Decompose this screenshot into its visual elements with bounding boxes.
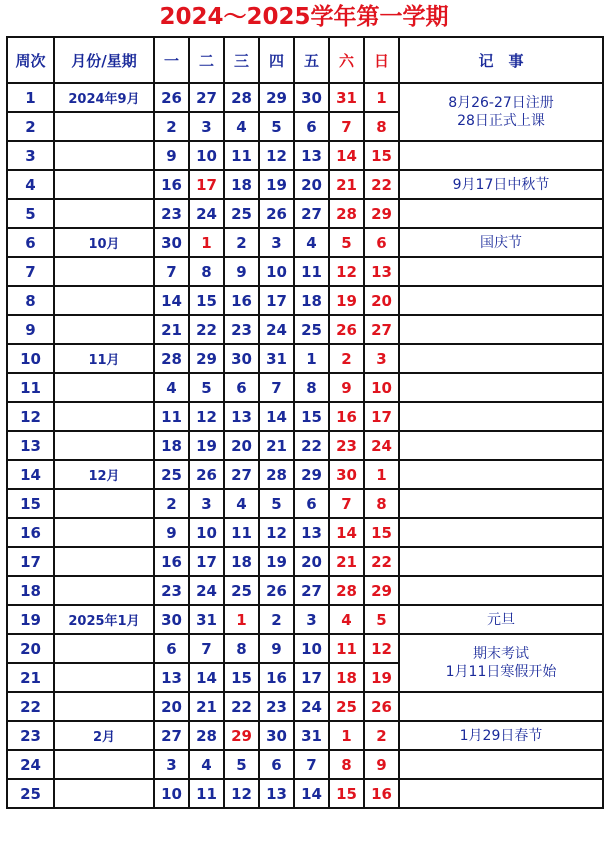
week-number: 23 — [7, 721, 54, 750]
week-number: 11 — [7, 373, 54, 402]
day-cell-mon: 21 — [154, 315, 189, 344]
note-cell — [399, 634, 603, 692]
day-cell-tue: 27 — [189, 83, 224, 112]
month-label — [54, 576, 154, 605]
day-cell-sat: 5 — [329, 228, 364, 257]
day-cell-thu: 6 — [259, 750, 294, 779]
day-cell-tue: 15 — [189, 286, 224, 315]
month-label — [54, 547, 154, 576]
day-cell-tue: 24 — [189, 576, 224, 605]
day-cell-fri: 29 — [294, 460, 329, 489]
day-cell-sun: 17 — [364, 402, 399, 431]
day-cell-thu: 13 — [259, 779, 294, 808]
note-line: 期末考试 — [473, 646, 529, 662]
note-cell — [399, 518, 603, 547]
day-cell-fri: 25 — [294, 315, 329, 344]
day-cell-thu: 26 — [259, 199, 294, 228]
day-cell-tue: 29 — [189, 344, 224, 373]
day-cell-tue: 22 — [189, 315, 224, 344]
day-cell-fri: 24 — [294, 692, 329, 721]
day-cell-fri: 10 — [294, 634, 329, 663]
day-cell-tue: 10 — [189, 518, 224, 547]
week-number: 4 — [7, 170, 54, 199]
day-cell-thu: 31 — [259, 344, 294, 373]
day-cell-mon: 20 — [154, 692, 189, 721]
week-number: 17 — [7, 547, 54, 576]
day-cell-sun: 1 — [364, 83, 399, 112]
day-cell-fri: 7 — [294, 750, 329, 779]
header-day-mon: 一 — [154, 37, 189, 83]
day-cell-sat: 21 — [329, 170, 364, 199]
note-cell — [399, 344, 603, 373]
day-cell-thu: 12 — [259, 518, 294, 547]
header-month: 月份/星期 — [54, 37, 154, 83]
day-cell-wed: 4 — [224, 112, 259, 141]
month-label — [54, 779, 154, 808]
note-line: 28日正式上课 — [457, 113, 545, 129]
day-cell-wed: 25 — [224, 199, 259, 228]
note-line: 1月11日寒假开始 — [445, 664, 557, 680]
month-label — [54, 431, 154, 460]
note-cell — [399, 141, 603, 170]
day-cell-wed: 8 — [224, 634, 259, 663]
day-cell-sun: 22 — [364, 170, 399, 199]
header-day-thu: 四 — [259, 37, 294, 83]
week-number: 19 — [7, 605, 54, 634]
month-label — [54, 373, 154, 402]
month-label: 2月 — [54, 721, 154, 750]
month-label — [54, 489, 154, 518]
day-cell-mon: 14 — [154, 286, 189, 315]
table-row — [7, 431, 603, 460]
day-cell-fri: 20 — [294, 547, 329, 576]
day-cell-sat: 9 — [329, 373, 364, 402]
header-week: 周次 — [7, 37, 54, 83]
day-cell-thu: 24 — [259, 315, 294, 344]
day-cell-mon: 13 — [154, 663, 189, 692]
day-cell-mon: 7 — [154, 257, 189, 286]
day-cell-wed: 1 — [224, 605, 259, 634]
table-row — [7, 634, 603, 663]
day-cell-tue: 12 — [189, 402, 224, 431]
table-row — [7, 373, 603, 402]
note-line: 元旦 — [487, 611, 515, 628]
day-cell-fri: 27 — [294, 576, 329, 605]
day-cell-wed: 27 — [224, 460, 259, 489]
day-cell-wed: 28 — [224, 83, 259, 112]
day-cell-sun: 27 — [364, 315, 399, 344]
day-cell-mon: 10 — [154, 779, 189, 808]
day-cell-fri: 27 — [294, 199, 329, 228]
day-cell-thu: 9 — [259, 634, 294, 663]
table-row — [7, 489, 603, 518]
table-row — [7, 692, 603, 721]
day-cell-tue: 3 — [189, 112, 224, 141]
day-cell-thu: 7 — [259, 373, 294, 402]
day-cell-wed: 16 — [224, 286, 259, 315]
week-number: 12 — [7, 402, 54, 431]
month-label: 11月 — [54, 344, 154, 373]
month-label — [54, 286, 154, 315]
day-cell-fri: 22 — [294, 431, 329, 460]
day-cell-thu: 14 — [259, 402, 294, 431]
header-day-sat: 六 — [329, 37, 364, 83]
page-title: 2024～2025学年第一学期 — [159, 4, 449, 30]
note-line: 1月29日春节 — [459, 727, 543, 744]
day-cell-wed: 4 — [224, 489, 259, 518]
day-cell-wed: 12 — [224, 779, 259, 808]
day-cell-tue: 3 — [189, 489, 224, 518]
day-cell-fri: 13 — [294, 518, 329, 547]
table-row — [7, 170, 603, 199]
day-cell-thu: 26 — [259, 576, 294, 605]
table-row — [7, 83, 603, 112]
day-cell-fri: 15 — [294, 402, 329, 431]
day-cell-sat: 11 — [329, 634, 364, 663]
day-cell-sat: 8 — [329, 750, 364, 779]
day-cell-sun: 13 — [364, 257, 399, 286]
day-cell-wed: 22 — [224, 692, 259, 721]
day-cell-sat: 1 — [329, 721, 364, 750]
day-cell-tue: 28 — [189, 721, 224, 750]
day-cell-sat: 4 — [329, 605, 364, 634]
month-label — [54, 112, 154, 141]
note-cell — [399, 721, 603, 750]
day-cell-fri: 31 — [294, 721, 329, 750]
day-cell-wed: 9 — [224, 257, 259, 286]
note-cell — [399, 779, 603, 808]
day-cell-thu: 28 — [259, 460, 294, 489]
note-cell — [399, 315, 603, 344]
day-cell-wed: 2 — [224, 228, 259, 257]
day-cell-wed: 25 — [224, 576, 259, 605]
note-cell — [399, 373, 603, 402]
table-row — [7, 750, 603, 779]
day-cell-wed: 11 — [224, 141, 259, 170]
month-label — [54, 634, 154, 663]
week-number: 1 — [7, 83, 54, 112]
month-label: 2025年1月 — [54, 605, 154, 634]
day-cell-wed: 6 — [224, 373, 259, 402]
day-cell-sun: 26 — [364, 692, 399, 721]
month-label — [54, 199, 154, 228]
table-row — [7, 286, 603, 315]
day-cell-sat: 12 — [329, 257, 364, 286]
day-cell-sun: 19 — [364, 663, 399, 692]
table-row — [7, 460, 603, 489]
table-row — [7, 721, 603, 750]
table-row — [7, 141, 603, 170]
day-cell-mon: 23 — [154, 199, 189, 228]
day-cell-fri: 6 — [294, 489, 329, 518]
day-cell-sun: 15 — [364, 141, 399, 170]
day-cell-wed: 5 — [224, 750, 259, 779]
note-cell — [399, 257, 603, 286]
month-label — [54, 141, 154, 170]
day-cell-sat: 30 — [329, 460, 364, 489]
day-cell-tue: 8 — [189, 257, 224, 286]
day-cell-wed: 13 — [224, 402, 259, 431]
note-cell — [399, 576, 603, 605]
week-number: 5 — [7, 199, 54, 228]
day-cell-mon: 25 — [154, 460, 189, 489]
table-row — [7, 779, 603, 808]
note-line: 8月26-27日注册 — [448, 95, 554, 111]
week-number: 15 — [7, 489, 54, 518]
day-cell-sat: 14 — [329, 518, 364, 547]
day-cell-thu: 21 — [259, 431, 294, 460]
week-number: 13 — [7, 431, 54, 460]
header-row — [7, 37, 603, 83]
week-number: 24 — [7, 750, 54, 779]
note-cell — [399, 692, 603, 721]
day-cell-sat: 31 — [329, 83, 364, 112]
day-cell-sun: 3 — [364, 344, 399, 373]
note-cell — [399, 489, 603, 518]
month-label — [54, 750, 154, 779]
note-line: 9月17日中秋节 — [452, 176, 550, 193]
week-number: 7 — [7, 257, 54, 286]
week-number: 14 — [7, 460, 54, 489]
note-cell — [399, 431, 603, 460]
table-row — [7, 518, 603, 547]
day-cell-thu: 5 — [259, 489, 294, 518]
table-row — [7, 315, 603, 344]
day-cell-tue: 4 — [189, 750, 224, 779]
month-label — [54, 692, 154, 721]
day-cell-sat: 7 — [329, 489, 364, 518]
day-cell-tue: 17 — [189, 170, 224, 199]
day-cell-thu: 3 — [259, 228, 294, 257]
day-cell-sun: 8 — [364, 489, 399, 518]
day-cell-mon: 23 — [154, 576, 189, 605]
day-cell-wed: 18 — [224, 170, 259, 199]
day-cell-thu: 10 — [259, 257, 294, 286]
note-cell — [399, 286, 603, 315]
day-cell-wed: 30 — [224, 344, 259, 373]
week-number: 16 — [7, 518, 54, 547]
day-cell-sat: 23 — [329, 431, 364, 460]
table-row — [7, 576, 603, 605]
table-row — [7, 605, 603, 634]
calendar-body — [7, 83, 603, 808]
note-cell — [399, 750, 603, 779]
week-number: 20 — [7, 634, 54, 663]
day-cell-thu: 19 — [259, 170, 294, 199]
day-cell-mon: 16 — [154, 170, 189, 199]
day-cell-wed: 23 — [224, 315, 259, 344]
day-cell-wed: 15 — [224, 663, 259, 692]
day-cell-mon: 30 — [154, 228, 189, 257]
day-cell-tue: 7 — [189, 634, 224, 663]
month-label — [54, 170, 154, 199]
day-cell-sun: 12 — [364, 634, 399, 663]
day-cell-sun: 6 — [364, 228, 399, 257]
day-cell-fri: 18 — [294, 286, 329, 315]
day-cell-thu: 5 — [259, 112, 294, 141]
day-cell-fri: 30 — [294, 83, 329, 112]
week-number: 10 — [7, 344, 54, 373]
day-cell-wed: 11 — [224, 518, 259, 547]
day-cell-thu: 12 — [259, 141, 294, 170]
day-cell-sun: 29 — [364, 576, 399, 605]
day-cell-mon: 9 — [154, 141, 189, 170]
note-cell — [399, 170, 603, 199]
week-number: 9 — [7, 315, 54, 344]
day-cell-tue: 1 — [189, 228, 224, 257]
day-cell-fri: 1 — [294, 344, 329, 373]
week-number: 2 — [7, 112, 54, 141]
day-cell-tue: 10 — [189, 141, 224, 170]
day-cell-sun: 2 — [364, 721, 399, 750]
day-cell-thu: 30 — [259, 721, 294, 750]
month-label — [54, 518, 154, 547]
day-cell-thu: 17 — [259, 286, 294, 315]
day-cell-fri: 14 — [294, 779, 329, 808]
day-cell-wed: 29 — [224, 721, 259, 750]
day-cell-sun: 20 — [364, 286, 399, 315]
day-cell-mon: 28 — [154, 344, 189, 373]
note-cell — [399, 605, 603, 634]
day-cell-wed: 18 — [224, 547, 259, 576]
day-cell-tue: 17 — [189, 547, 224, 576]
day-cell-tue: 21 — [189, 692, 224, 721]
day-cell-sat: 26 — [329, 315, 364, 344]
week-number: 8 — [7, 286, 54, 315]
day-cell-mon: 9 — [154, 518, 189, 547]
day-cell-wed: 20 — [224, 431, 259, 460]
day-cell-sun: 24 — [364, 431, 399, 460]
header-notes: 记 事 — [399, 37, 603, 83]
day-cell-thu: 16 — [259, 663, 294, 692]
day-cell-mon: 2 — [154, 489, 189, 518]
day-cell-mon: 6 — [154, 634, 189, 663]
week-number: 6 — [7, 228, 54, 257]
day-cell-mon: 3 — [154, 750, 189, 779]
day-cell-thu: 23 — [259, 692, 294, 721]
day-cell-mon: 2 — [154, 112, 189, 141]
day-cell-sat: 15 — [329, 779, 364, 808]
month-label — [54, 315, 154, 344]
day-cell-fri: 8 — [294, 373, 329, 402]
day-cell-sat: 28 — [329, 576, 364, 605]
day-cell-tue: 14 — [189, 663, 224, 692]
month-label — [54, 402, 154, 431]
header-day-tue: 二 — [189, 37, 224, 83]
table-row — [7, 402, 603, 431]
day-cell-tue: 5 — [189, 373, 224, 402]
week-number: 22 — [7, 692, 54, 721]
day-cell-mon: 16 — [154, 547, 189, 576]
day-cell-sun: 15 — [364, 518, 399, 547]
day-cell-sat: 2 — [329, 344, 364, 373]
day-cell-sat: 28 — [329, 199, 364, 228]
day-cell-mon: 27 — [154, 721, 189, 750]
header-day-fri: 五 — [294, 37, 329, 83]
table-row — [7, 547, 603, 576]
day-cell-sat: 16 — [329, 402, 364, 431]
month-label: 10月 — [54, 228, 154, 257]
week-number: 3 — [7, 141, 54, 170]
day-cell-mon: 18 — [154, 431, 189, 460]
note-cell — [399, 199, 603, 228]
month-label — [54, 663, 154, 692]
week-number: 25 — [7, 779, 54, 808]
table-row — [7, 344, 603, 373]
day-cell-sun: 22 — [364, 547, 399, 576]
day-cell-sun: 8 — [364, 112, 399, 141]
day-cell-fri: 13 — [294, 141, 329, 170]
day-cell-sun: 10 — [364, 373, 399, 402]
day-cell-fri: 11 — [294, 257, 329, 286]
day-cell-fri: 20 — [294, 170, 329, 199]
header-day-sun: 日 — [364, 37, 399, 83]
day-cell-fri: 17 — [294, 663, 329, 692]
day-cell-tue: 19 — [189, 431, 224, 460]
week-number: 21 — [7, 663, 54, 692]
day-cell-tue: 26 — [189, 460, 224, 489]
day-cell-sun: 5 — [364, 605, 399, 634]
day-cell-sun: 9 — [364, 750, 399, 779]
day-cell-sun: 1 — [364, 460, 399, 489]
month-label — [54, 257, 154, 286]
day-cell-thu: 19 — [259, 547, 294, 576]
day-cell-tue: 31 — [189, 605, 224, 634]
day-cell-mon: 4 — [154, 373, 189, 402]
month-label: 2024年9月 — [54, 83, 154, 112]
day-cell-tue: 24 — [189, 199, 224, 228]
day-cell-sat: 21 — [329, 547, 364, 576]
day-cell-sat: 7 — [329, 112, 364, 141]
calendar-table — [6, 36, 604, 809]
note-cell — [399, 547, 603, 576]
day-cell-sat: 19 — [329, 286, 364, 315]
day-cell-sat: 18 — [329, 663, 364, 692]
note-cell — [399, 228, 603, 257]
day-cell-sat: 25 — [329, 692, 364, 721]
table-row — [7, 228, 603, 257]
note-cell — [399, 460, 603, 489]
month-label: 12月 — [54, 460, 154, 489]
day-cell-mon: 26 — [154, 83, 189, 112]
day-cell-sun: 16 — [364, 779, 399, 808]
table-row — [7, 257, 603, 286]
header-day-wed: 三 — [224, 37, 259, 83]
day-cell-fri: 6 — [294, 112, 329, 141]
table-row — [7, 199, 603, 228]
day-cell-mon: 30 — [154, 605, 189, 634]
day-cell-sun: 29 — [364, 199, 399, 228]
note-cell — [399, 83, 603, 141]
day-cell-thu: 29 — [259, 83, 294, 112]
week-number: 18 — [7, 576, 54, 605]
note-line: 国庆节 — [480, 234, 522, 251]
day-cell-sat: 14 — [329, 141, 364, 170]
day-cell-thu: 2 — [259, 605, 294, 634]
day-cell-mon: 11 — [154, 402, 189, 431]
day-cell-fri: 3 — [294, 605, 329, 634]
day-cell-tue: 11 — [189, 779, 224, 808]
day-cell-fri: 4 — [294, 228, 329, 257]
note-cell — [399, 402, 603, 431]
